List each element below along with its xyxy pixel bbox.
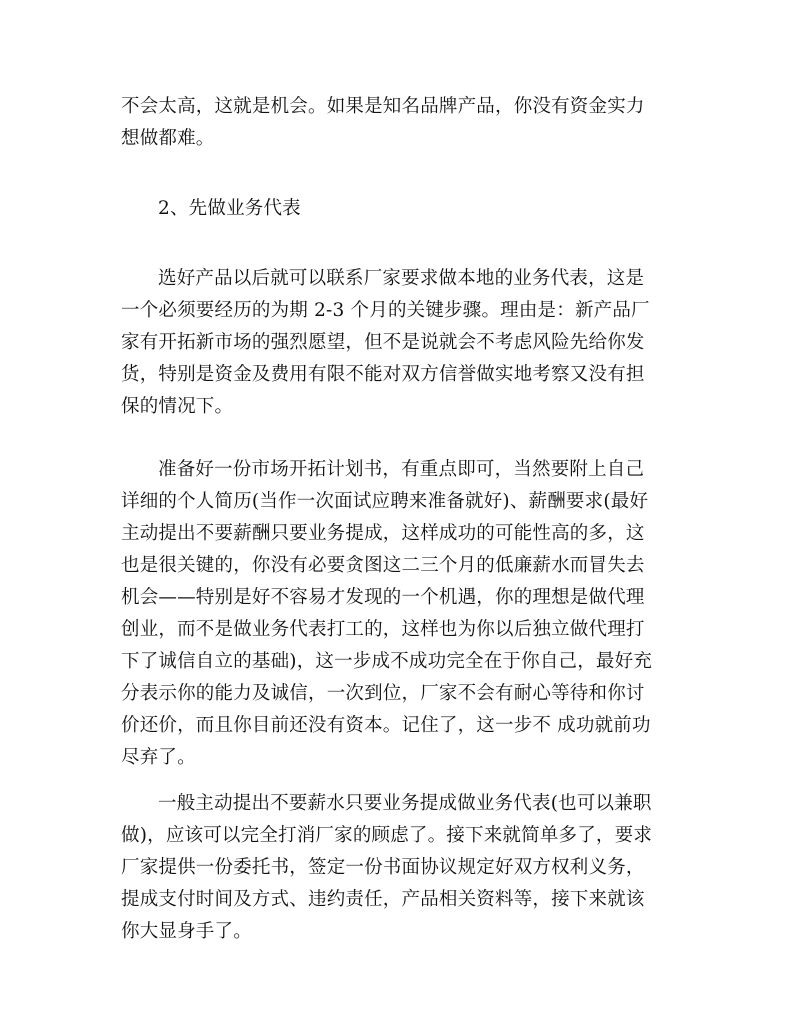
text-line: 不会太高，这就是机会。如果是知名品牌产品，你没有资金实力 bbox=[121, 96, 645, 117]
text-line: 你大显身手了。 bbox=[121, 921, 252, 942]
text-line: 提成支付时间及方式、违约责任，产品相关资料等，接下来就该 bbox=[121, 889, 645, 910]
text-line: 机会——特别是好不容易才发现的一个机遇，你的理想是做代理 bbox=[121, 587, 645, 608]
text-line: 货，特别是资金及费用有限不能对双方信誉做实地考察又没有担 bbox=[121, 364, 645, 385]
paragraph bbox=[121, 263, 681, 423]
paragraph bbox=[121, 454, 681, 774]
text-line: 想做都难。 bbox=[121, 128, 215, 149]
text-line: 创业，而不是做业务代表打工的，这样也为你以后独立做代理打 bbox=[121, 619, 645, 640]
text-line: 下了诚信自立的基础)，这一步成不成功完全在于你自己，最好充 bbox=[121, 651, 653, 672]
text-line: 一个必须要经历的为期 2-3 个月的关键步骤。理由是：新产品厂 bbox=[121, 300, 650, 321]
text-line: 准备好一份市场开拓计划书，有重点即可，当然要附上自己 bbox=[158, 459, 645, 480]
section-heading bbox=[121, 193, 681, 225]
text-line: 详细的个人简历(当作一次面试应聘来准备就好)、薪酬要求(最好 bbox=[121, 491, 649, 512]
text-line: 一般主动提出不要薪水只要业务提成做业务代表(也可以兼职 bbox=[158, 793, 652, 814]
text-line: 选好产品以后就可以联系厂家要求做本地的业务代表，这是 bbox=[158, 268, 645, 289]
text-line: 主动提出不要薪酬只要业务提成，这样成功的可能性高的多，这 bbox=[121, 523, 645, 544]
paragraph-continuation bbox=[121, 91, 681, 155]
text-line: 做)，应该可以完全打消厂家的顾虑了。接下来就简单多了，要求 bbox=[121, 825, 653, 846]
text-line: 尽弃了。 bbox=[121, 747, 196, 768]
text-line: 分表示你的能力及诚信，一次到位，厂家不会有耐心等待和你讨 bbox=[121, 683, 645, 704]
text-line: 也是很关键的，你没有必要贪图这二三个月的低廉薪水而冒失去 bbox=[121, 555, 645, 576]
text-line: 厂家提供一份委托书，签定一份书面协议规定好双方权利义务， bbox=[121, 857, 645, 878]
text-line: 保的情况下。 bbox=[121, 396, 234, 417]
heading-text: 2、先做业务代表 bbox=[158, 198, 301, 219]
text-line: 价还价，而且你目前还没有资本。记住了，这一步不 成功就前功 bbox=[121, 715, 651, 736]
text-line: 家有开拓新市场的强烈愿望，但不是说就会不考虑风险先给你发 bbox=[121, 332, 645, 353]
paragraph bbox=[121, 788, 681, 948]
